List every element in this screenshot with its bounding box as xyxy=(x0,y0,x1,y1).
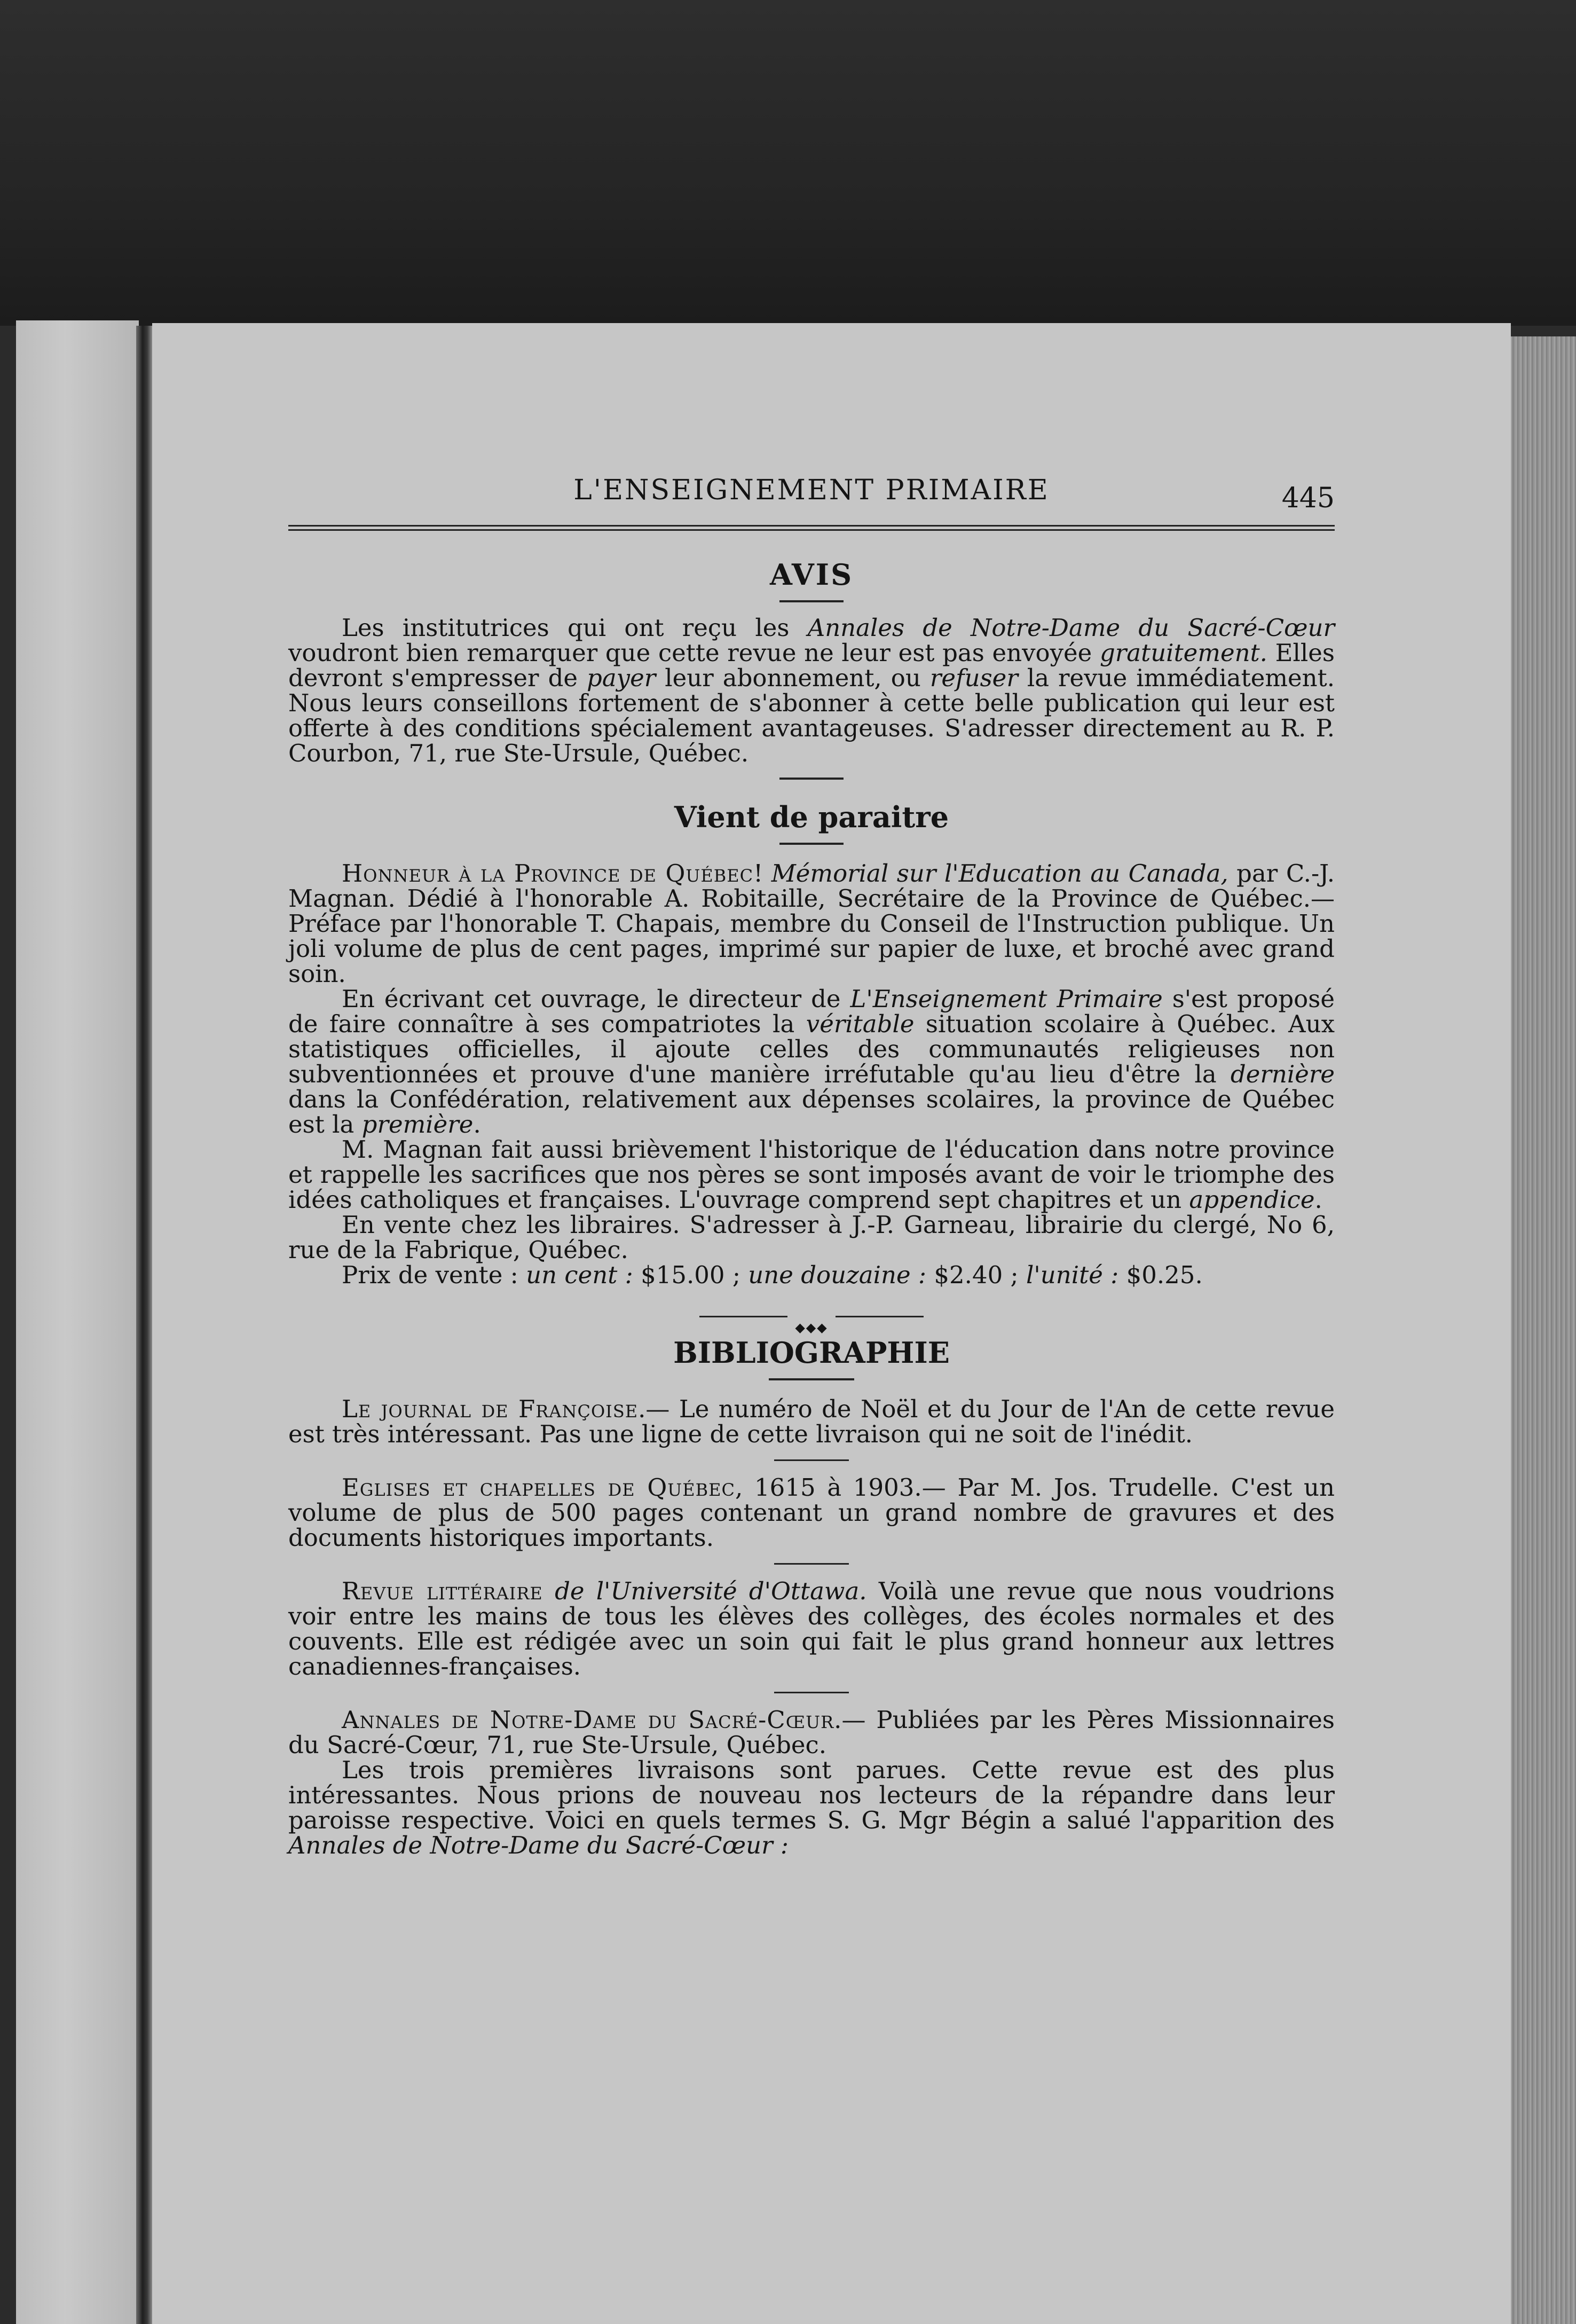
italic-run: gratuitement. xyxy=(1099,639,1267,667)
smallcaps-run: Eglises et chapelles de Québec xyxy=(342,1473,735,1502)
running-title: L'ENSEIGNEMENT PRIMAIRE xyxy=(573,474,1050,506)
text-run: situation scolaire à Québec. Aux statistiques officielles, il ajoute celles des communautés religieuses non subventionnées et prouve d'une manière irréfutable qu'au lieu d'être la xyxy=(288,1010,1335,1088)
vient-heading-rule xyxy=(779,843,844,845)
text-run: $15.00 ; xyxy=(633,1261,748,1289)
text-run: En écrivant cet ouvrage, le directeur de xyxy=(342,985,850,1013)
entry-separator xyxy=(774,1563,849,1565)
text-run: leur abonnement, ou xyxy=(656,664,930,692)
ornament-line-right xyxy=(836,1316,924,1317)
text-run xyxy=(543,1577,555,1605)
text-run: Voilà une revue que nous voudrions voir entre les mains de tous les élèves des collèges, des écoles normales et des couvents. Elle est rédigée avec un soin qui fait le plus grand honneur aux lettres canadiennes-françaises. xyxy=(288,1577,1335,1681)
italic-run: première xyxy=(361,1110,474,1139)
italic-run: L'Enseignement Primaire xyxy=(850,985,1163,1013)
text-run: par C.-J. Magnan. Dédié à l'honorable A. Robitaille, Secrétaire de la Province de Québec.— Préface par l'honorable T. Chapais, membre du Conseil de l'Instruction publique. Un joli volume de plus de cent pages, imprimé sur papier de luxe, et broché avec grand soin. xyxy=(288,859,1335,988)
italic-run: Mémorial sur l'Education au Canada, xyxy=(771,859,1228,888)
text-run: $2.40 ; xyxy=(926,1261,1026,1289)
page-stack-edge xyxy=(1500,336,1576,2324)
text-run: $0.25. xyxy=(1118,1261,1203,1289)
vient-paragraph-4 xyxy=(288,1212,1335,1262)
biblio-heading: BIBLIOGRAPHIE xyxy=(673,1336,950,1370)
biblio-entry-journal-francoise xyxy=(288,1396,1335,1447)
italic-run: l'unité : xyxy=(1026,1261,1119,1289)
smallcaps-run: Revue littéraire xyxy=(342,1577,543,1605)
italic-run: de l'Université d'Ottawa. xyxy=(555,1577,867,1605)
vient-paragraph-3 xyxy=(288,1137,1335,1212)
italic-run: dernière xyxy=(1230,1060,1335,1088)
italic-run: payer xyxy=(587,664,656,692)
avis-paragraph xyxy=(288,615,1335,766)
book-page xyxy=(152,323,1511,2324)
text-run: , 1615 à 1903.— Par M. Jos. Trudelle. C'est un volume de plus de 500 pages contenant un grand nombre de gravures et des documents historiques importants. xyxy=(288,1473,1335,1552)
text-run: . xyxy=(1314,1185,1322,1214)
biblio-entry-revue-litteraire xyxy=(288,1579,1335,1679)
text-run: ! xyxy=(753,859,771,888)
smallcaps-run: Annales de Notre-Dame du Sacré-Cœur xyxy=(342,1706,834,1734)
book-gutter xyxy=(136,326,152,2324)
scan-background-top xyxy=(0,0,1576,326)
entry-separator xyxy=(774,1459,849,1461)
text-run: la revue immédiatement. Nous leurs conseillons fortement de s'abonner à cette belle publication qui leur est offerte à des conditions spécialement avantageuses. S'adresser directement au R. P. Courbon, 71, rue Ste-Ursule, Québec. xyxy=(288,664,1335,767)
text-run: dans la Confédération, relativement aux dépenses scolaires, la province de Québec est la xyxy=(288,1085,1335,1139)
italic-run: Annales de Notre-Dame du Sacré-Cœur xyxy=(807,614,1335,642)
text-run: Les institutrices qui ont reçu les xyxy=(342,614,808,642)
page-number: 445 xyxy=(1281,482,1335,514)
biblio-entry-annales xyxy=(288,1707,1335,1757)
ornament-diamonds: ◆◆◆ xyxy=(795,1320,828,1335)
page-content xyxy=(288,474,1335,1859)
biblio-entry-eglises-chapelles xyxy=(288,1475,1335,1550)
biblio-heading-rule xyxy=(769,1378,854,1380)
italic-run: appendice xyxy=(1189,1185,1315,1214)
ornament-line-left xyxy=(699,1316,787,1317)
italic-run: un cent : xyxy=(526,1261,633,1289)
smallcaps-run: Honneur à la Province de Québec xyxy=(342,859,754,888)
running-header xyxy=(288,474,1335,515)
biblio-entry-annales-continued xyxy=(288,1757,1335,1858)
avis-end-rule xyxy=(779,778,844,780)
avis-heading: AVIS xyxy=(769,558,854,592)
text-run: M. Magnan fait aussi brièvement l'historique de l'éducation dans notre province et rappelle les sacrifices que nos pères se sont imposés avant de voir le triomphe des idées catholiques et françaises. L'ouvrage comprend sept chapitres et un xyxy=(288,1135,1335,1214)
vient-paragraph-1 xyxy=(288,861,1335,986)
avis-heading-rule xyxy=(779,600,844,602)
italic-run: Annales de Notre-Dame du Sacré-Cœur : xyxy=(288,1831,789,1859)
italic-run: refuser xyxy=(929,664,1018,692)
vient-heading: Vient de paraitre xyxy=(674,800,949,834)
smallcaps-run: Le journal de Françoise xyxy=(342,1395,639,1423)
header-double-rule xyxy=(288,525,1335,531)
text-run: . xyxy=(473,1110,481,1139)
text-run: s'est proposé de faire connaître à ses compatriotes la xyxy=(288,985,1335,1038)
text-run: .— Publiées par les Pères Missionnaires du Sacré-Cœur, 71, rue Ste-Ursule, Québec. xyxy=(288,1706,1335,1759)
text-run: En vente chez les libraires. S'adresser à J.-P. Garneau, librairie du clergé, No 6, rue de la Fabrique, Québec. xyxy=(288,1211,1335,1264)
text-run: Prix de vente : xyxy=(342,1261,526,1289)
entry-separator xyxy=(774,1692,849,1693)
text-run: voudront bien remarquer que cette revue ne leur est pas envoyée xyxy=(288,639,1100,667)
facing-page-edge xyxy=(16,320,139,2324)
vient-price-line xyxy=(288,1262,1335,1287)
text-run: Elles devront s'empresser de xyxy=(288,639,1335,692)
italic-run: une douzaine : xyxy=(748,1261,927,1289)
vient-paragraph-2 xyxy=(288,986,1335,1137)
italic-run: véritable xyxy=(806,1010,915,1038)
section-ornament xyxy=(699,1311,924,1335)
text-run: .— Le numéro de Noël et du Jour de l'An de cette revue est très intéressant. Pas une ligne de cette livraison qui ne soit de l'inédit. xyxy=(288,1395,1335,1448)
text-run: Les trois premières livraisons sont parues. Cette revue est des plus intéressantes. Nous prions de nouveau nos lecteurs de la répandre dans leur paroisse respective. Voici en quels termes S. G. Mgr Bégin a salué l'apparition des xyxy=(288,1756,1335,1834)
